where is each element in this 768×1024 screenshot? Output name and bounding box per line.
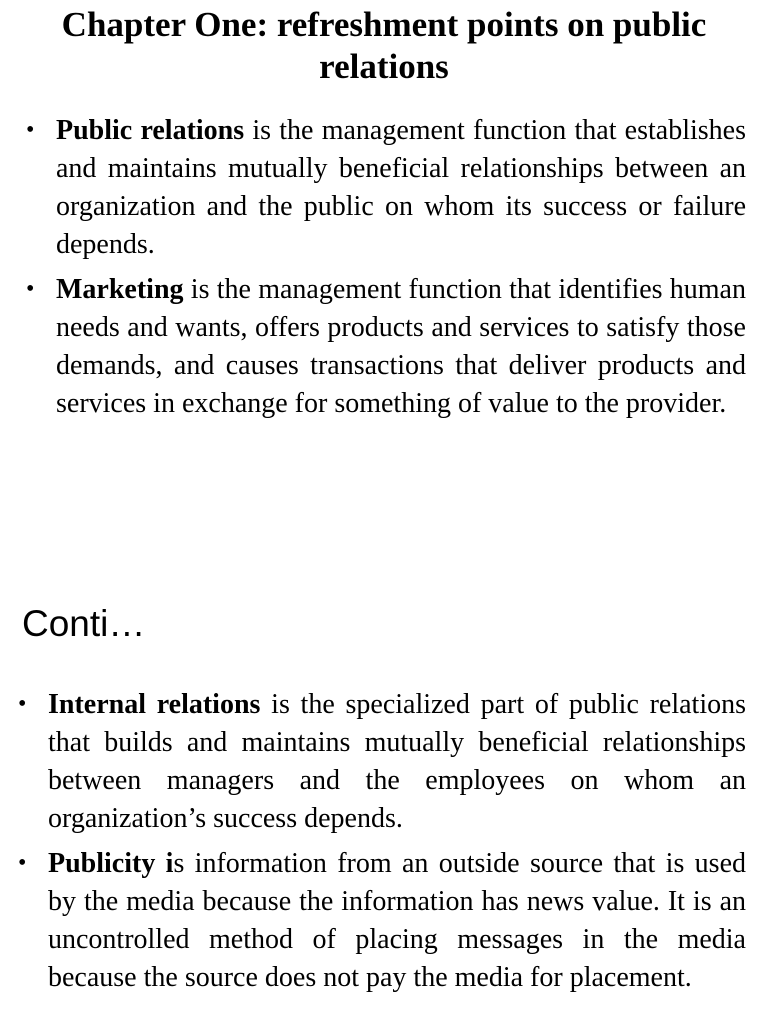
bullet-item-publicity <box>16 845 746 997</box>
bullet-list <box>24 112 746 430</box>
bullet-definition: is the management function that identifies human needs and wants, offers products and services to satisfy those demands, and causes transactions that deliver products and services in exchange for something of value to the provider. <box>56 274 746 419</box>
bullet-item-public-relations <box>24 112 746 264</box>
slide-conti <box>0 520 768 1024</box>
bullet-definition: is the management function that establishes and maintains mutually beneficial relationships between an organization and the public on whom its success or failure depends. <box>56 115 746 260</box>
bullet-term: Public relations <box>56 115 245 146</box>
bullet-icon: • <box>26 276 35 302</box>
bullet-term: Internal relations <box>48 689 261 720</box>
bullet-term: Marketing <box>56 274 184 305</box>
bullet-list <box>16 686 746 1004</box>
bullet-definition: s information from an outside source that is used by the media because the information has news value. It is an uncontrolled method of placing messages in the media because the source does not pay the media for placement. <box>48 848 746 993</box>
bullet-term: Publicity i <box>48 848 174 879</box>
bullet-icon: • <box>18 850 27 876</box>
bullet-icon: • <box>18 691 27 717</box>
bullet-item-marketing <box>24 271 746 423</box>
bullet-item-internal-relations <box>16 686 746 838</box>
bullet-definition: is the specialized part of public relations that builds and maintains mutually beneficial relationships between managers and the employees on whom an organization’s success depends. <box>48 689 747 834</box>
slide-title: Chapter One: refreshment points on public relations <box>61 5 707 86</box>
bullet-icon: • <box>26 117 35 143</box>
slide-title: Conti… <box>22 603 146 644</box>
